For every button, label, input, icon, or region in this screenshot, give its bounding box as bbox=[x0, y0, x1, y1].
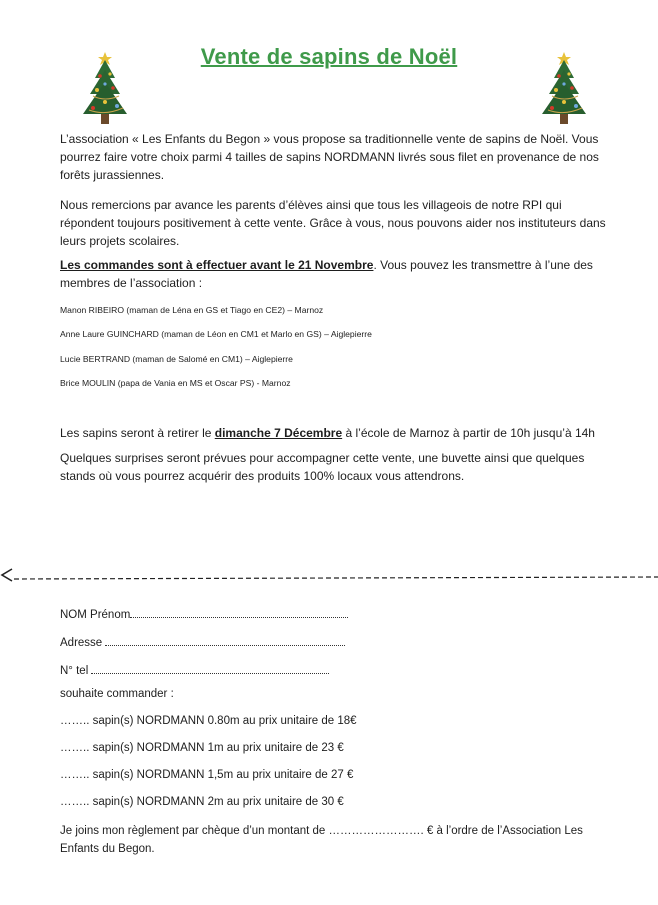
payment-paragraph bbox=[60, 822, 600, 858]
address-field[interactable] bbox=[60, 634, 345, 649]
payment-after: € à l’ordre de l’Association Les Enfants du Begon. bbox=[60, 825, 583, 855]
order-item-3[interactable]: …….. sapin(s) NORDMANN 1,5m au prix unitaire de 27 € bbox=[60, 769, 354, 781]
order-item-2[interactable]: …….. sapin(s) NORDMANN 1m au prix unitaire de 23 € bbox=[60, 742, 344, 754]
payment-amount-field[interactable]: ……………………. bbox=[328, 825, 424, 837]
pickup-before: Les sapins seront à retirer le bbox=[60, 426, 215, 440]
cut-line bbox=[0, 565, 658, 585]
surprises-paragraph: Quelques surprises seront prévues pour accompagner cette vente, une buvette ainsi que quelques stands où vous pourrez acquérir des produits 100% locaux vous attendrons. bbox=[60, 451, 585, 483]
pickup-after: à l’école de Marnoz à partir de 10h jusqu’à 14h bbox=[342, 426, 595, 440]
phone-label: N° tel bbox=[60, 665, 89, 677]
pickup-paragraph bbox=[60, 424, 610, 442]
order-item-4[interactable]: …….. sapin(s) NORDMANN 2m au prix unitaire de 30 € bbox=[60, 796, 344, 808]
thanks-paragraph: Nous remercions par avance les parents d’élèves ainsi que tous les villageois de notre RPI qui répondent toujours positivement à cette vente. Grâce à vous, nous pouvons aider nos instituteurs dans leurs projets scolaires. bbox=[60, 198, 606, 248]
name-label: NOM Prénom bbox=[60, 609, 131, 621]
christmas-tree-icon bbox=[75, 50, 135, 130]
order-item-1[interactable]: …….. sapin(s) NORDMANN 0.80m au prix unitaire de 18€ bbox=[60, 715, 357, 727]
name-field[interactable] bbox=[60, 606, 348, 621]
orders-paragraph bbox=[60, 256, 610, 292]
page-title: Vente de sapins de Noël bbox=[200, 44, 458, 69]
member-3: Lucie BERTRAND (maman de Salomé en CM1) – Aiglepierre bbox=[60, 354, 293, 364]
address-label: Adresse bbox=[60, 637, 103, 649]
christmas-tree-icon bbox=[534, 50, 594, 130]
member-1: Manon RIBEIRO (maman de Léna en GS et Tiago en CE2) – Marnoz bbox=[60, 305, 324, 315]
order-instructions: . Vous pouvez les transmettre à l’une des membres de l’association : bbox=[60, 258, 593, 290]
scissors-icon bbox=[2, 569, 12, 581]
order-deadline: Les commandes sont à effectuer avant le 21 Novembre bbox=[60, 258, 374, 272]
payment-before: Je joins mon règlement par chèque d’un montant de bbox=[60, 825, 329, 837]
intro-paragraph: L’association « Les Enfants du Begon » vous propose sa traditionnelle vente de sapins de Noël. Vous pourrez faire votre choix parmi 4 tailles de sapins NORDMANN livrés sous filet en provenance de nos forêts jurassiennes. bbox=[60, 132, 599, 182]
order-label: souhaite commander : bbox=[60, 688, 174, 700]
member-2: Anne Laure GUINCHARD (maman de Léon en CM1 et Marlo en GS) – Aiglepierre bbox=[60, 329, 372, 339]
pickup-date: dimanche 7 Décembre bbox=[214, 426, 343, 440]
member-4: Brice MOULIN (papa de Vania en MS et Oscar PS) - Marnoz bbox=[60, 378, 291, 388]
phone-field[interactable] bbox=[60, 662, 329, 677]
